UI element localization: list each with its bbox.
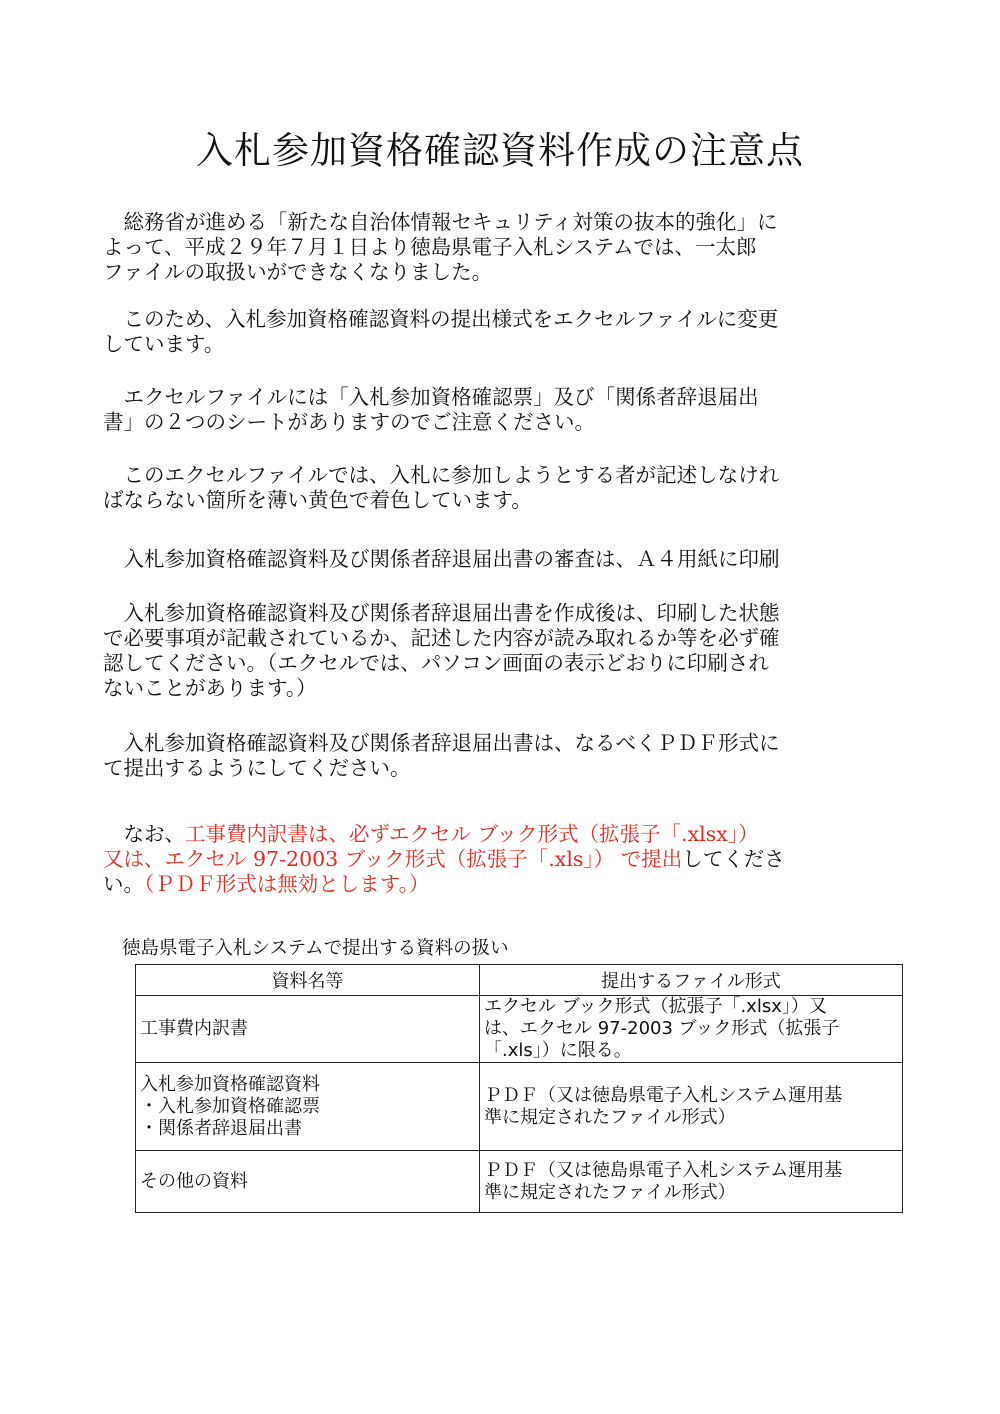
file-format-table	[135, 964, 903, 1213]
text-line: よって、平成２９年７月１日より徳島県電子入札システムでは、一太郎	[103, 235, 757, 259]
note-warning-text: 工事費内訳書は、必ずエクセル ブック形式（拡張子「.xlsx」）	[185, 822, 759, 846]
text-line: ばならない箇所を薄い黄色で着色しています。	[103, 488, 532, 512]
text-line: 入札参加資格確認資料及び関係者辞退届出書を作成後は、印刷した状態	[103, 601, 780, 625]
file-format-text: ＰＤＦ（又は徳島県電子入札システム運用基	[484, 1159, 843, 1181]
paragraph-sheets	[103, 385, 893, 435]
paragraph-a4	[103, 547, 893, 572]
paragraph-check-print	[103, 601, 893, 701]
page-title: 入札参加資格確認資料作成の注意点	[196, 129, 804, 172]
file-format-text: 「.xls」）に限る。	[484, 1040, 632, 1061]
file-format-cell	[480, 996, 903, 1063]
text-line: しています。	[103, 332, 225, 356]
table-caption: 徳島県電子入札システムで提出する資料の扱い	[122, 938, 509, 959]
text-line	[103, 872, 893, 897]
paragraph-pdf	[103, 731, 893, 781]
material-name-cell	[136, 1151, 480, 1213]
material-name: ・関係者辞退届出書	[140, 1117, 302, 1139]
file-format-text: ＰＤＦ（又は徳島県電子入札システム運用基	[484, 1084, 843, 1106]
text-line: て提出するようにしてください。	[103, 756, 411, 780]
file-format-text: 準に規定されたファイル形式）	[484, 1181, 736, 1203]
material-name: ・入札参加資格確認票	[140, 1095, 320, 1117]
material-name-cell	[136, 996, 480, 1063]
table-header-row	[136, 965, 903, 996]
note-suffix: してくださ	[682, 847, 785, 871]
file-format-cell	[480, 1063, 903, 1151]
material-name: 入札参加資格確認資料	[140, 1073, 320, 1095]
text-line	[103, 822, 893, 847]
text-line: ないことがあります。）	[103, 676, 317, 700]
text-line: 認してください。（エクセルでは、パソコン画面の表示どおりに印刷され	[103, 651, 769, 675]
text-line: このため、入札参加資格確認資料の提出様式をエクセルファイルに変更	[103, 307, 779, 331]
paragraph-excel-change	[103, 307, 893, 357]
material-name: その他の資料	[140, 1170, 248, 1192]
text-line: エクセルファイルには「入札参加資格確認票」及び「関係者辞退届出	[103, 385, 759, 409]
text-line: 総務省が進める「新たな自治体情報セキュリティ対策の抜本的強化」に	[103, 210, 778, 234]
file-format-text: エクセル ブック形式（拡張子「.xlsx」）又	[484, 996, 827, 1017]
text-line: 書」の２つのシートがありますのでご注意ください。	[103, 410, 595, 434]
table-row	[136, 1063, 903, 1151]
paragraph-intro	[103, 210, 893, 285]
column-header-format: 提出するファイル形式	[480, 965, 903, 996]
file-format-text: は、エクセル 97-2003 ブック形式（拡張子	[484, 1018, 840, 1039]
material-name: 工事費内訳書	[140, 1018, 248, 1039]
text-line: ファイルの取扱いができなくなりました。	[103, 260, 493, 284]
text-line: このエクセルファイルでは、入札に参加しようとする者が記述しなけれ	[103, 463, 780, 487]
note-prefix: なお、	[103, 822, 185, 846]
paragraph-yellow	[103, 463, 893, 513]
text-line: 入札参加資格確認資料及び関係者辞退届出書は、なるべくＰＤＦ形式に	[103, 731, 780, 755]
text-line: 入札参加資格確認資料及び関係者辞退届出書の審査は、Ａ４用紙に印刷	[103, 547, 780, 571]
table-row	[136, 1151, 903, 1213]
file-format-cell	[480, 1151, 903, 1213]
text-line	[103, 847, 893, 872]
note-prefix: い。	[103, 872, 144, 896]
text-line: で必要事項が記載されているか、記述した内容が読み取れるか等を必ず確	[103, 626, 780, 650]
paragraph-note	[103, 822, 893, 897]
material-name-cell	[136, 1063, 480, 1151]
file-format-text: 準に規定されたファイル形式）	[484, 1106, 736, 1128]
note-warning-text: （ＰＤＦ形式は無効とします。）	[144, 872, 430, 896]
note-warning-text: 又は、エクセル 97-2003 ブック形式（拡張子「.xls」） で提出	[103, 847, 683, 871]
table-row	[136, 996, 903, 1063]
column-header-name: 資料名等	[136, 965, 480, 996]
